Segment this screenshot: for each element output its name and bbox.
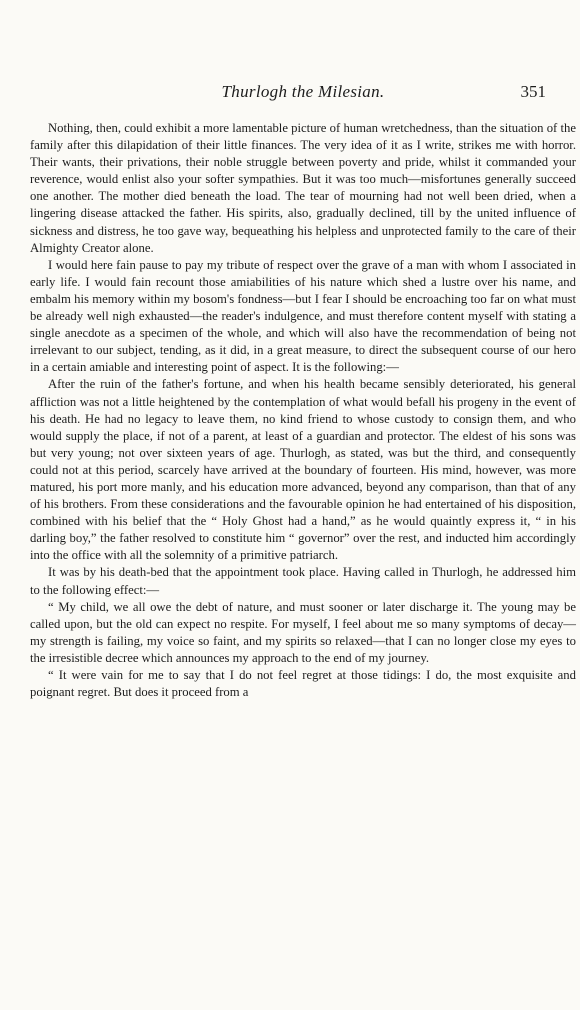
paragraph-3: After the ruin of the father's fortune, and when his health became sensibly deteriorated, his general affliction was not a little heightened by the contemplation of what would befall his progeny in the event of his death. He had no legacy to leave them, no kind friend to whose custody to consign them, and who would supply the place, if not of a parent, at least of a guardian and protector. The eldest of his sons was but very young; not over sixteen years of age. Thurlogh, as stated, was but the third, and consequently could not at this period, scarcely have arrived at the boundary of fourteen. His mind, however, was more matured, his port more manly, and his education more advanced, beyond any comparison, than that of any of his brothers. From these considerations and the favourable opinion he had entertained of his disposition, combined with his belief that the “ Holy Ghost had a hand,” as he would quaintly express it, “ in his darling boy,” the father resolved to constitute him “ governor” over the rest, and inducted him accordingly into the office with all the solemnity of a primitive patriarch. xyxy=(30,377,576,563)
paragraph-1: Nothing, then, could exhibit a more lamentable picture of human wretchedness, than the situation of the family after this dilapidation of their little finances. The very idea of it as I write, strikes me with horror. Their wants, their privations, their noble struggle between poverty and pride, whilst it commanded your reverence, would enlist also your softer sympathies. But it was too much—misfortunes generally succeed one another. The mother died beneath the load. The tear of mourning had not well been dried, when a lingering disease attacked the father. His spirits, also, gradually declined, till by the united influence of sickness and distress, he too gave way, bequeathing his helpless and unprotected family to the care of their Almighty Creator alone. xyxy=(30,121,576,255)
paragraph-2: I would here fain pause to pay my tribute of respect over the grave of a man with whom I associated in early life. I would fain recount those amiabilities of his nature which shed a lustre over his name, and embalm his memory within my bosom's fondness—but I fear I should be encroaching too far on what must be already well nigh exhausted—the reader's indulgence, and must therefore content myself with stating a single anecdote as a specimen of the whole, and which will also have the recommendation of being not irrelevant to our subject, tending, as it did, in a great measure, to direct the subsequent course of our hero in a certain amiable and interesting point of aspect. It is the following:— xyxy=(30,257,576,375)
book-page xyxy=(30,82,576,701)
body-text xyxy=(30,120,576,701)
paragraph-4: It was by his death-bed that the appointment took place. Having called in Thurlogh, he addressed him to the following effect:— xyxy=(30,565,576,597)
paragraph-5: “ My child, we all owe the debt of nature, and must sooner or later discharge it. The young may be called upon, but the old can expect no respite. For myself, I feel about me so many symptoms of decay—my strength is failing, my voice so faint, and my spirits so relaxed—that I can no longer close my eyes to the irresistible decree which announces my approach to the end of my journey. xyxy=(30,599,576,665)
paragraph-6: “ It were vain for me to say that I do not feel regret at those tidings: I do, the most exquisite and poignant regret. But does it proceed from a xyxy=(30,668,576,700)
page-header xyxy=(30,82,576,112)
running-title: Thurlogh the Milesian. xyxy=(221,82,385,101)
page-number: 351 xyxy=(520,82,546,101)
